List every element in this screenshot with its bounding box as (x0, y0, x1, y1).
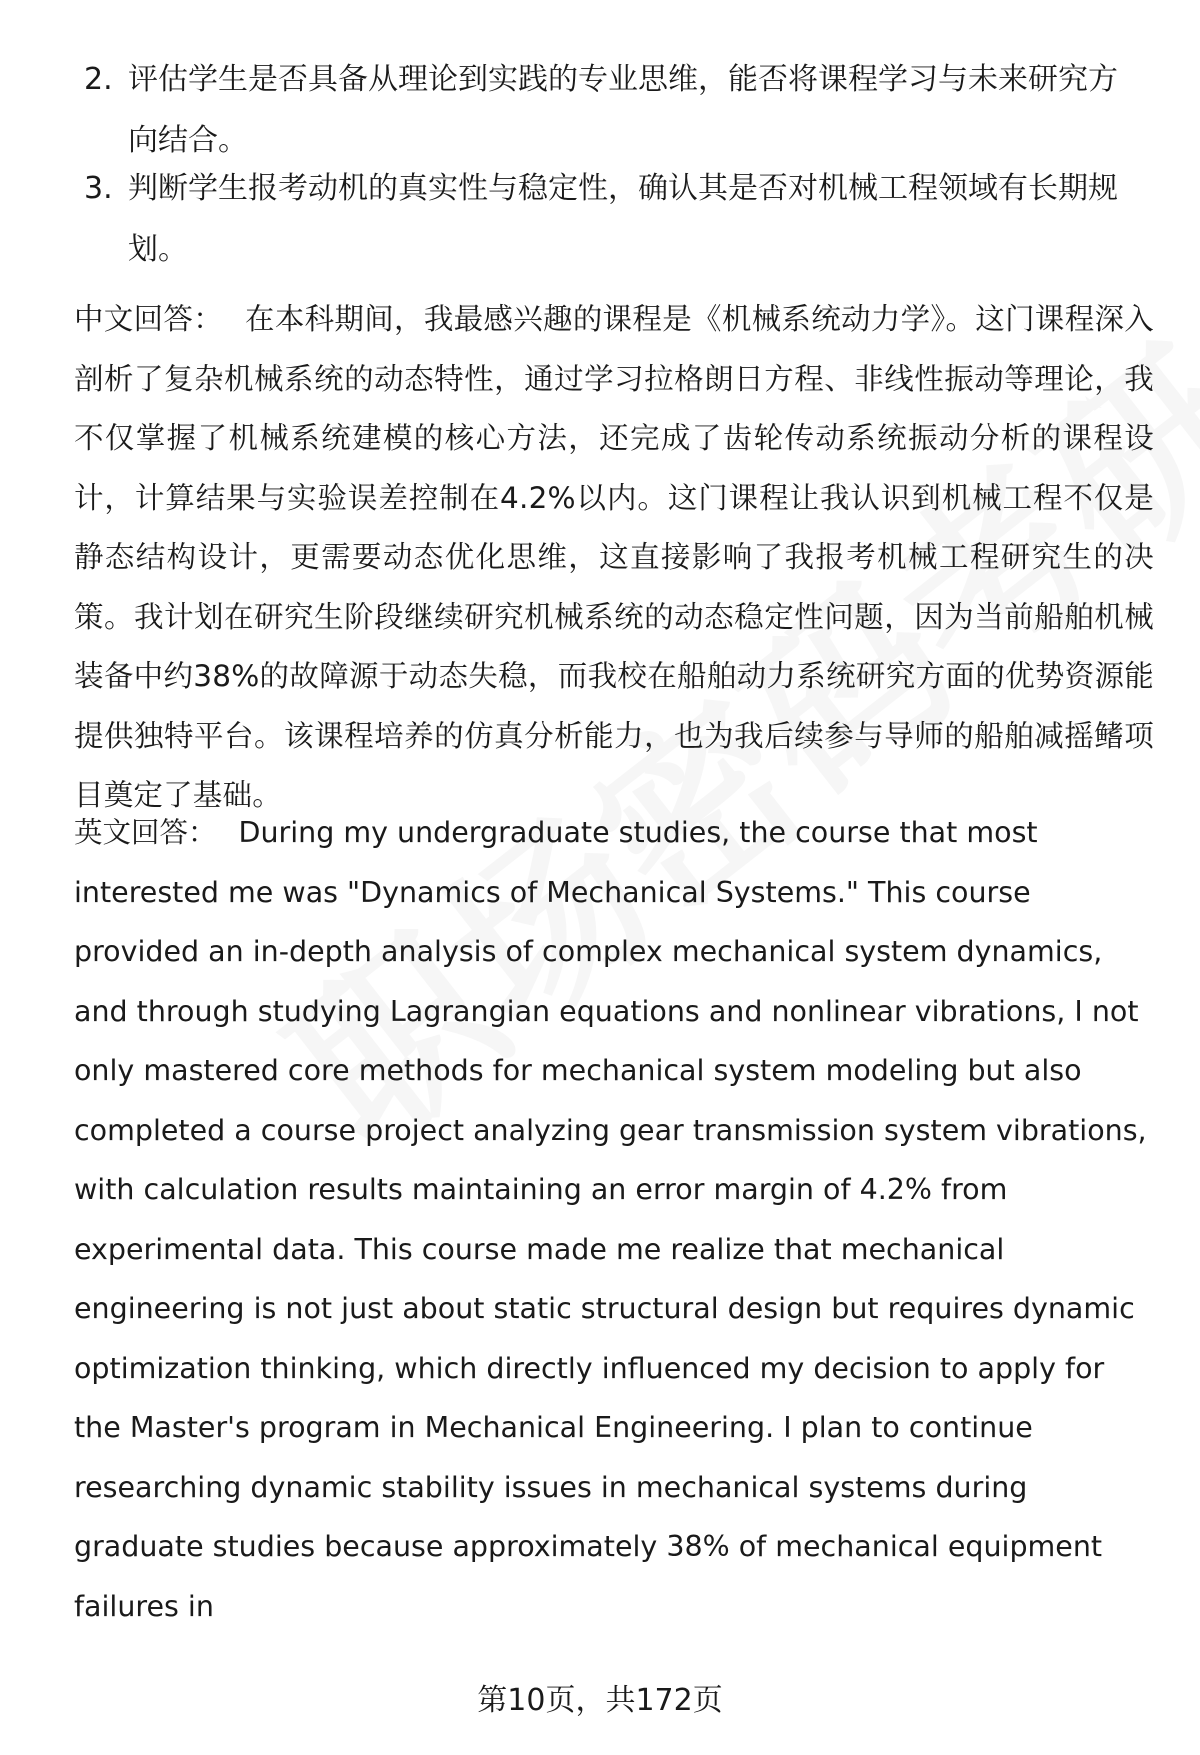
chinese-answer-text: 在本科期间，我最感兴趣的课程是《机械系统动力学》。这门课程深入剖析了复杂机械系统的动态特性，通过学习拉格朗日方程、非线性振动等理论，我不仅掌握了机械系统建模的核心方法，还完成了齿轮传动系统振动分析的课程设计，计算结果与实验误差控制在4.2%以内。这门课程让我认识到机械工程不仅是静态结构设计，更需要动态优化思维，这直接影响了我报考机械工程研究生的决策。我计划在研究生阶段继续研究机械系统的动态稳定性问题，因为当前船舶机械装备中约38%的故障源于动态失稳，而我校在船舶动力系统研究方面的优势资源能提供独特平台。该课程培养的仿真分析能力，也为我后续参与导师的船舶减摇鳍项目奠定了基础。 (74, 302, 1154, 812)
list-item-text: 评估学生是否具备从理论到实践的专业思维，能否将课程学习与未来研究方向结合。 (128, 62, 1118, 158)
page-number-footer: 第10页，共172页 (477, 1683, 723, 1718)
english-answer-label: 英文回答： (74, 816, 217, 849)
chinese-answer-paragraph (74, 290, 1154, 826)
english-answer-text: During my undergraduate studies, the course that most interested me was "Dynamics of Mechanical Systems." This course provided an in-depth analysis of complex mechanical system dynamics, and through studying Lagrangian equations and nonlinear vibrations, I not only mastered core methods for mechanical system modeling but also completed a course project analyzing gear transmission system vibrations, with calculation results maintaining an error margin of 4.2% from experimental data. This course made me realize that mechanical engineering is not just about static structural design but requires dynamic optimization thinking, which directly influenced my decision to apply for the Master's program in Mechanical Engineering. I plan to continue researching dynamic stability issues in mechanical systems during graduate studies because approximately 38% of mechanical equipment failures in (74, 816, 1147, 1623)
list-item-text: 判断学生报考动机的真实性与稳定性，确认其是否对机械工程领域有长期规划。 (128, 171, 1118, 267)
list-item-number: 3. (84, 171, 113, 206)
list-item (84, 158, 1144, 280)
english-answer-paragraph (74, 803, 1154, 1636)
list-item (84, 49, 1144, 171)
list-item-number: 2. (84, 62, 113, 97)
chinese-answer-label: 中文回答： (74, 302, 224, 336)
